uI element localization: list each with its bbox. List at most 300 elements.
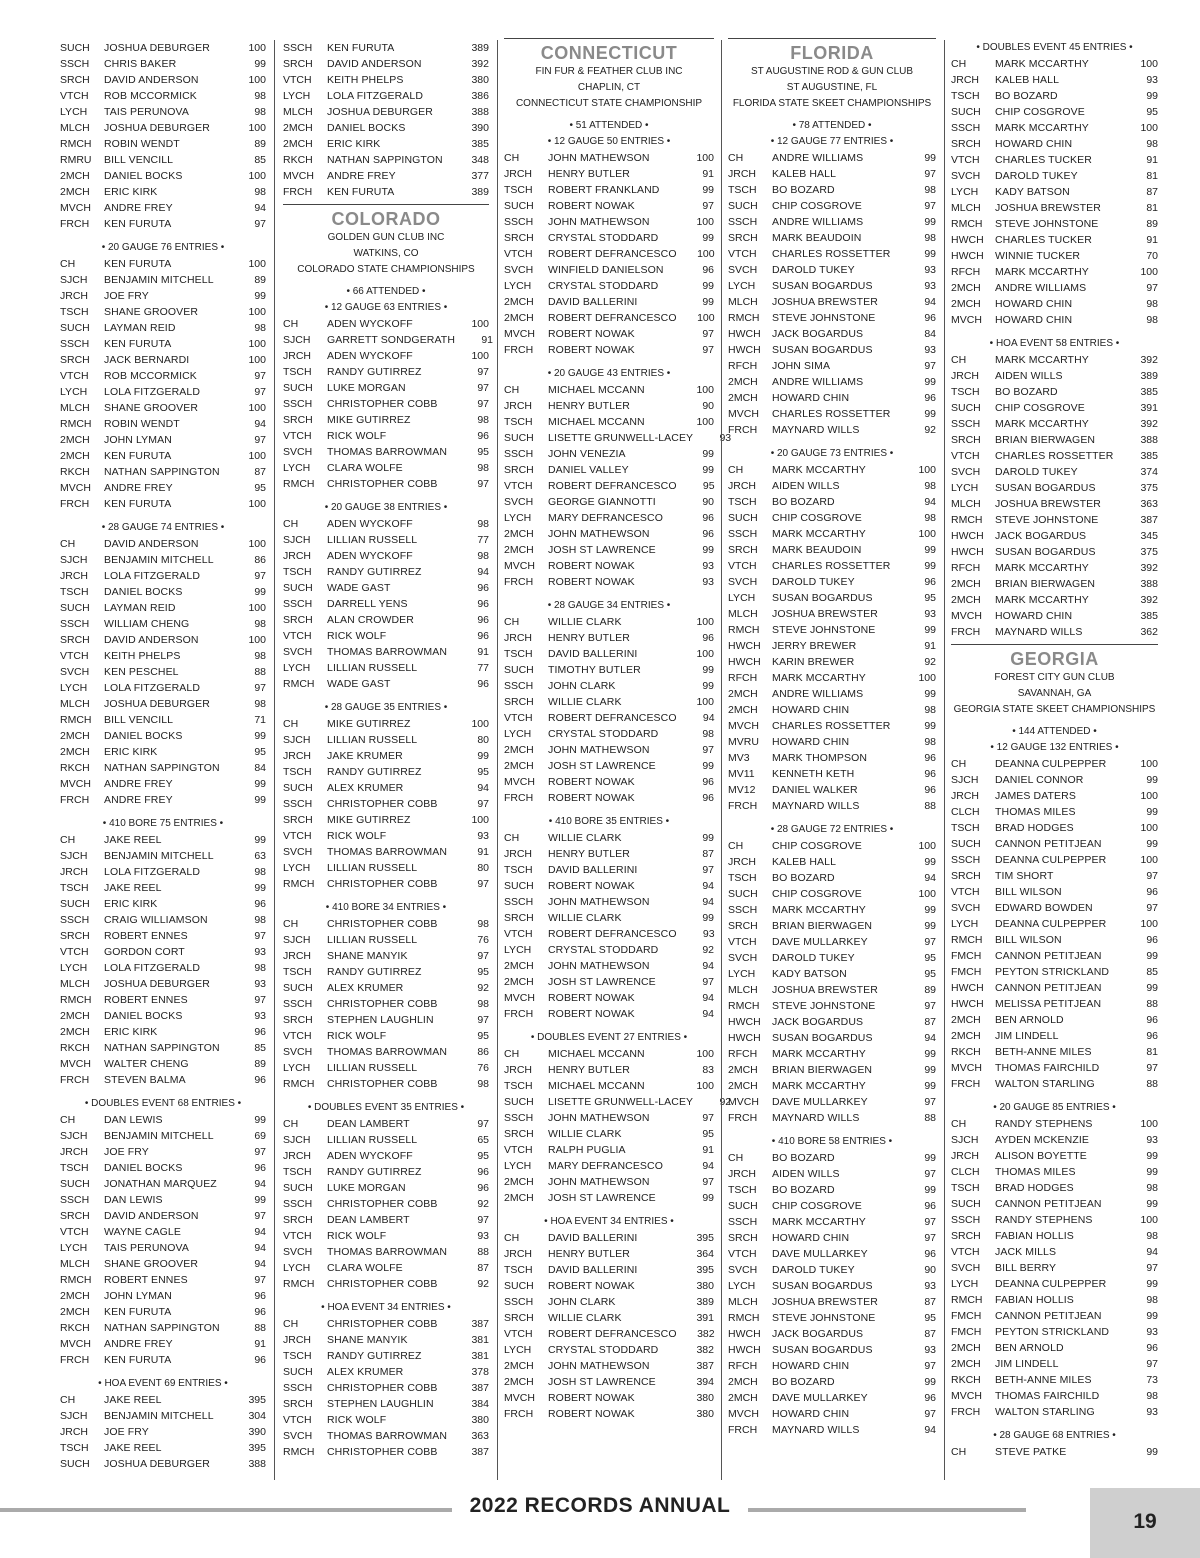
result-row bbox=[60, 696, 266, 712]
shooter-name: JAKE REEL bbox=[104, 1394, 162, 1406]
result-row bbox=[504, 398, 714, 414]
result-row bbox=[283, 948, 489, 964]
class-code: SRCH bbox=[951, 138, 981, 150]
score: 90 bbox=[924, 1264, 936, 1276]
shooter-name: MARK MCCARTHY bbox=[772, 528, 866, 540]
shooter-name: JOSH ST LAWRENCE bbox=[548, 976, 656, 988]
score: 389 bbox=[1140, 370, 1158, 382]
shooter-name: SUSAN BOGARDUS bbox=[772, 344, 873, 356]
score: 99 bbox=[702, 184, 714, 196]
result-row bbox=[951, 464, 1158, 480]
score: 97 bbox=[477, 1214, 489, 1226]
shooter-name: KEN FURUTA bbox=[327, 42, 395, 54]
score: 99 bbox=[702, 544, 714, 556]
result-row bbox=[728, 838, 936, 854]
result-row bbox=[504, 526, 714, 542]
result-row bbox=[728, 934, 936, 950]
result-row bbox=[728, 1062, 936, 1078]
score: 100 bbox=[918, 528, 936, 540]
class-code: 2MCH bbox=[60, 1290, 90, 1302]
score: 97 bbox=[924, 936, 936, 948]
result-row bbox=[283, 168, 489, 184]
result-row bbox=[728, 750, 936, 766]
result-row bbox=[951, 852, 1158, 868]
result-row bbox=[504, 510, 714, 526]
score: 94 bbox=[254, 1178, 266, 1190]
event-header: • 20 GAUGE 38 ENTRIES • bbox=[324, 502, 448, 513]
score: 96 bbox=[924, 1248, 936, 1260]
class-code: 2MCH bbox=[728, 1080, 758, 1092]
score: 93 bbox=[1146, 1406, 1158, 1418]
shooter-name: JOSHUA DEBURGER bbox=[104, 122, 210, 134]
class-code: MLCH bbox=[728, 984, 758, 996]
result-row bbox=[951, 280, 1158, 296]
class-code: SUCH bbox=[60, 42, 90, 54]
result-row bbox=[504, 230, 714, 246]
shooter-name: AIDEN WILLS bbox=[772, 480, 840, 492]
shooter-name: NATHAN SAPPINGTON bbox=[104, 1322, 220, 1334]
shooter-name: MARK MCCARTHY bbox=[772, 464, 866, 476]
class-code: SUCH bbox=[504, 880, 534, 892]
shooter-name: KEN FURUTA bbox=[104, 1354, 172, 1366]
score: 99 bbox=[702, 680, 714, 692]
score: 96 bbox=[477, 430, 489, 442]
score: 96 bbox=[254, 1026, 266, 1038]
class-code: FRCH bbox=[504, 792, 534, 804]
class-code: LYCH bbox=[728, 968, 756, 980]
club-info-line: COLORADO STATE CHAMPIONSHIPS bbox=[297, 264, 475, 275]
shooter-name: ANDRE WILLIAMS bbox=[772, 688, 864, 700]
result-row bbox=[60, 848, 266, 864]
class-code: LYCH bbox=[951, 1278, 979, 1290]
class-code: VTCH bbox=[504, 1144, 533, 1156]
result-row bbox=[504, 1390, 714, 1406]
score: 91 bbox=[481, 334, 494, 346]
class-code: RKCH bbox=[60, 1322, 90, 1334]
shooter-name: MIKE GUTIRREZ bbox=[327, 718, 411, 730]
class-code: 2MCH bbox=[60, 1010, 90, 1022]
result-row bbox=[504, 614, 714, 630]
result-row bbox=[504, 1262, 714, 1278]
shooter-name: ROBERT NOWAK bbox=[548, 776, 635, 788]
score: 90 bbox=[702, 400, 714, 412]
result-row bbox=[504, 830, 714, 846]
result-row bbox=[60, 928, 266, 944]
class-code: RMCH bbox=[283, 1446, 315, 1458]
shooter-name: CHRISTOPHER COBB bbox=[327, 1278, 438, 1290]
score: 94 bbox=[702, 712, 715, 724]
event-header: • 410 BORE 35 ENTRIES • bbox=[548, 816, 670, 827]
result-row bbox=[951, 1076, 1158, 1092]
shooter-name: CANNON PETITJEAN bbox=[995, 950, 1102, 962]
score: 98 bbox=[924, 736, 936, 748]
shooter-name: WILLIE CLARK bbox=[548, 912, 622, 924]
result-row bbox=[504, 262, 714, 278]
class-code: MLCH bbox=[951, 498, 981, 510]
shooter-name: HOWARD CHIN bbox=[772, 392, 850, 404]
class-code: LYCH bbox=[283, 462, 311, 474]
result-row bbox=[728, 1406, 936, 1422]
result-row bbox=[504, 646, 714, 662]
result-row bbox=[951, 1212, 1158, 1228]
score: 99 bbox=[477, 750, 489, 762]
score: 96 bbox=[924, 312, 936, 324]
result-row bbox=[728, 1046, 936, 1062]
score: 97 bbox=[254, 434, 266, 446]
class-code: FRCH bbox=[504, 1008, 534, 1020]
class-code: SUCH bbox=[951, 402, 981, 414]
shooter-name: TIM SHORT bbox=[995, 870, 1054, 882]
shooter-name: BETH-ANNE MILES bbox=[995, 1046, 1092, 1058]
class-code: SVCH bbox=[283, 846, 313, 858]
class-code: CH bbox=[728, 152, 744, 164]
class-code: TSCH bbox=[728, 184, 757, 196]
event-header: • 20 GAUGE 85 ENTRIES • bbox=[993, 1102, 1116, 1113]
shooter-name: JOHN CLARK bbox=[548, 680, 616, 692]
class-code: HWCH bbox=[951, 234, 984, 246]
result-row bbox=[728, 1030, 936, 1046]
shooter-name: WILLIE CLARK bbox=[548, 1128, 622, 1140]
result-row bbox=[951, 996, 1158, 1012]
shooter-name: MARK MCCARTHY bbox=[772, 672, 866, 684]
result-row bbox=[504, 790, 714, 806]
result-row bbox=[283, 980, 489, 996]
result-row bbox=[728, 1110, 936, 1126]
score: 100 bbox=[696, 1048, 714, 1060]
state-header bbox=[283, 204, 489, 278]
class-code: JRCH bbox=[504, 848, 532, 860]
score: 99 bbox=[924, 216, 936, 228]
shooter-name: SUSAN BOGARDUS bbox=[772, 1280, 873, 1292]
class-code: VTCH bbox=[951, 886, 980, 898]
class-code: SSCH bbox=[283, 1198, 313, 1210]
shooter-name: ROBERT DEFRANCESCO bbox=[548, 248, 677, 260]
shooter-name: CANNON PETITJEAN bbox=[995, 1198, 1102, 1210]
score: 88 bbox=[477, 1246, 489, 1258]
class-code: SUCH bbox=[283, 1182, 313, 1194]
result-row bbox=[728, 1150, 936, 1166]
result-row bbox=[728, 558, 936, 574]
result-row bbox=[283, 1228, 489, 1244]
class-code: MVCH bbox=[60, 1058, 91, 1070]
shooter-name: WINNIE TUCKER bbox=[995, 250, 1081, 262]
score: 63 bbox=[254, 850, 266, 862]
class-code: JRCH bbox=[728, 856, 756, 868]
result-row bbox=[728, 606, 936, 622]
shooter-name: RANDY GUTIRREZ bbox=[327, 566, 422, 578]
score: 100 bbox=[471, 718, 489, 730]
shooter-name: BRIAN BIERWAGEN bbox=[995, 578, 1096, 590]
class-code: LYCH bbox=[728, 280, 756, 292]
score: 385 bbox=[1140, 610, 1158, 622]
event-header: • HOA EVENT 34 ENTRIES • bbox=[321, 1302, 451, 1313]
score: 95 bbox=[702, 1128, 714, 1140]
result-row bbox=[728, 150, 936, 166]
shooter-name: RICK WOLF bbox=[327, 830, 387, 842]
class-code: RFCH bbox=[728, 672, 758, 684]
class-code: SSCH bbox=[60, 618, 90, 630]
score: 96 bbox=[477, 630, 489, 642]
result-row bbox=[283, 796, 489, 812]
column-1 bbox=[60, 40, 266, 1486]
result-row bbox=[60, 56, 266, 72]
class-code: MV3 bbox=[728, 752, 750, 764]
shooter-name: SHANE GROOVER bbox=[104, 306, 199, 318]
shooter-name: CHARLES ROSSETTER bbox=[995, 450, 1114, 462]
score: 88 bbox=[254, 666, 266, 678]
result-row bbox=[504, 894, 714, 910]
class-code: JRCH bbox=[60, 290, 88, 302]
class-code: TSCH bbox=[728, 872, 757, 884]
class-code: VTCH bbox=[951, 450, 980, 462]
result-row bbox=[728, 358, 936, 374]
class-code: SJCH bbox=[951, 774, 979, 786]
score: 94 bbox=[702, 1008, 714, 1020]
class-code: 2MCH bbox=[504, 1176, 534, 1188]
shooter-name: BO BOZARD bbox=[995, 386, 1058, 398]
shooter-name: KEITH PHELPS bbox=[104, 650, 181, 662]
result-row bbox=[504, 382, 714, 398]
class-code: 2MCH bbox=[504, 1360, 534, 1372]
event-header: • 410 BORE 58 ENTRIES • bbox=[771, 1136, 893, 1147]
class-code: SRCH bbox=[504, 912, 534, 924]
shooter-name: RICK WOLF bbox=[327, 1230, 387, 1242]
class-code: CH bbox=[283, 918, 299, 930]
shooter-name: ERIC KIRK bbox=[104, 1026, 158, 1038]
class-code: SJCH bbox=[60, 1410, 88, 1422]
class-code: RMCH bbox=[283, 478, 315, 490]
result-row bbox=[60, 776, 266, 792]
result-row bbox=[60, 760, 266, 776]
score: 95 bbox=[477, 446, 489, 458]
score: 91 bbox=[924, 640, 936, 652]
shooter-name: MARK MCCARTHY bbox=[995, 562, 1089, 574]
score: 87 bbox=[254, 466, 266, 478]
class-code: SRCH bbox=[728, 920, 758, 932]
score: 100 bbox=[918, 672, 936, 684]
result-row bbox=[728, 1310, 936, 1326]
result-row bbox=[60, 136, 266, 152]
score: 95 bbox=[254, 746, 266, 758]
shooter-name: JOHN LYMAN bbox=[104, 1290, 172, 1302]
class-code: SRCH bbox=[504, 1128, 534, 1140]
score: 97 bbox=[924, 1360, 936, 1372]
class-code: CH bbox=[60, 1114, 76, 1126]
shooter-name: JOHN CLARK bbox=[548, 1296, 616, 1308]
shooter-name: CHIP COSGROVE bbox=[772, 888, 862, 900]
shooter-name: SUSAN BOGARDUS bbox=[995, 546, 1096, 558]
score: 364 bbox=[696, 1248, 714, 1260]
shooter-name: JAMES DATERS bbox=[995, 790, 1076, 802]
score: 83 bbox=[702, 1064, 714, 1076]
result-row bbox=[283, 1428, 489, 1444]
result-row bbox=[283, 460, 489, 476]
result-row bbox=[951, 216, 1158, 232]
class-code: VTCH bbox=[283, 1230, 312, 1242]
result-row bbox=[728, 1246, 936, 1262]
score: 387 bbox=[471, 1318, 489, 1330]
result-row bbox=[283, 964, 489, 980]
score: 100 bbox=[248, 634, 266, 646]
result-row bbox=[951, 400, 1158, 416]
shooter-name: CHRISTOPHER COBB bbox=[327, 798, 438, 810]
class-code: RMCH bbox=[951, 934, 983, 946]
shooter-name: ROBERT NOWAK bbox=[548, 880, 635, 892]
score: 99 bbox=[702, 280, 714, 292]
result-row bbox=[283, 1076, 489, 1092]
shooter-name: THOMAS BARROWMAN bbox=[327, 846, 448, 858]
result-row bbox=[504, 342, 714, 358]
class-code: JRCH bbox=[60, 1426, 88, 1438]
shooter-name: DAVE MULLARKEY bbox=[772, 1248, 868, 1260]
score: 97 bbox=[1146, 1062, 1158, 1074]
shooter-name: STEPHEN LAUGHLIN bbox=[327, 1014, 434, 1026]
column-divider bbox=[721, 40, 722, 1480]
class-code: SRCH bbox=[728, 232, 758, 244]
shooter-name: JACK BOGARDUS bbox=[772, 328, 864, 340]
class-code: LYCH bbox=[951, 186, 979, 198]
shooter-name: CANNON PETITJEAN bbox=[995, 838, 1102, 850]
score: 394 bbox=[696, 1376, 714, 1388]
result-row bbox=[60, 832, 266, 848]
class-code: JRCH bbox=[283, 1334, 311, 1346]
class-code: TSCH bbox=[951, 386, 980, 398]
class-code: SUCH bbox=[504, 200, 534, 212]
shooter-name: ROBERT FRANKLAND bbox=[548, 184, 660, 196]
result-row bbox=[283, 916, 489, 932]
class-code: VTCH bbox=[728, 936, 757, 948]
shooter-name: BO BOZARD bbox=[772, 1152, 835, 1164]
shooter-name: GARRETT SONDGERATH bbox=[327, 334, 456, 346]
shooter-name: CHARLES ROSSETTER bbox=[772, 408, 891, 420]
class-code: SUCH bbox=[283, 782, 313, 794]
score: 93 bbox=[719, 432, 732, 444]
class-code: HWCH bbox=[951, 546, 984, 558]
result-row bbox=[283, 104, 489, 120]
score: 100 bbox=[471, 350, 489, 362]
result-row bbox=[60, 1160, 266, 1176]
shooter-name: DEANNA CULPEPPER bbox=[995, 1278, 1107, 1290]
class-code: HWCH bbox=[951, 250, 984, 262]
score: 99 bbox=[254, 834, 266, 846]
score: 382 bbox=[697, 1328, 715, 1340]
class-code: CH bbox=[504, 616, 520, 628]
result-row bbox=[728, 494, 936, 510]
shooter-name: CANNON PETITJEAN bbox=[995, 1310, 1102, 1322]
class-code: MVCH bbox=[951, 610, 982, 622]
score: 99 bbox=[1146, 1166, 1158, 1178]
shooter-name: THOMAS MILES bbox=[995, 806, 1076, 818]
class-code: SJCH bbox=[283, 734, 311, 746]
shooter-name: DAVID ANDERSON bbox=[104, 538, 199, 550]
shooter-name: DAROLD TUKEY bbox=[772, 1264, 855, 1276]
result-row bbox=[60, 400, 266, 416]
shooter-name: JOHN MATHEWSON bbox=[548, 1176, 650, 1188]
result-row bbox=[728, 718, 936, 734]
result-row bbox=[283, 716, 489, 732]
shooter-name: DANIEL WALKER bbox=[772, 784, 858, 796]
class-code: JRCH bbox=[60, 866, 88, 878]
result-row bbox=[283, 1180, 489, 1196]
shooter-name: CHIP COSGROVE bbox=[995, 402, 1085, 414]
score: 90 bbox=[702, 496, 714, 508]
score: 100 bbox=[248, 538, 266, 550]
shooter-name: SHANE GROOVER bbox=[104, 1258, 199, 1270]
result-row bbox=[951, 120, 1158, 136]
shooter-name: ADEN WYCKOFF bbox=[327, 518, 413, 530]
score: 94 bbox=[924, 496, 936, 508]
score: 345 bbox=[1140, 530, 1158, 542]
result-row bbox=[728, 1078, 936, 1094]
result-row bbox=[283, 532, 489, 548]
score: 94 bbox=[702, 896, 714, 908]
class-code: SUCH bbox=[728, 512, 758, 524]
result-row bbox=[504, 710, 714, 726]
score: 99 bbox=[702, 448, 714, 460]
shooter-name: KEN FURUTA bbox=[104, 338, 172, 350]
class-code: RMCH bbox=[728, 1312, 760, 1324]
result-row bbox=[504, 1278, 714, 1294]
result-row bbox=[283, 748, 489, 764]
result-row bbox=[951, 1372, 1158, 1388]
class-code: RKCH bbox=[60, 466, 90, 478]
result-row bbox=[283, 1396, 489, 1412]
class-code: CH bbox=[728, 840, 744, 852]
result-row bbox=[283, 1332, 489, 1348]
class-code: SRCH bbox=[283, 58, 313, 70]
result-row bbox=[60, 912, 266, 928]
score: 99 bbox=[924, 1064, 936, 1076]
result-row bbox=[504, 326, 714, 342]
class-code: 2MCH bbox=[60, 434, 90, 446]
class-code: 2MCH bbox=[728, 376, 758, 388]
score: 95 bbox=[477, 966, 489, 978]
shooter-name: CHRISTOPHER COBB bbox=[327, 918, 438, 930]
result-row bbox=[504, 182, 714, 198]
result-row bbox=[728, 422, 936, 438]
result-row bbox=[504, 414, 714, 430]
class-code: SUCH bbox=[951, 1198, 981, 1210]
score: 388 bbox=[1140, 578, 1158, 590]
class-code: CH bbox=[504, 1232, 520, 1244]
shooter-name: MARK MCCARTHY bbox=[995, 266, 1089, 278]
shooter-name: STEVE JOHNSTONE bbox=[995, 514, 1099, 526]
score: 94 bbox=[477, 782, 489, 794]
score: 98 bbox=[1146, 1182, 1158, 1194]
result-row bbox=[60, 1408, 266, 1424]
score: 99 bbox=[254, 58, 266, 70]
score: 100 bbox=[696, 1080, 714, 1092]
score: 97 bbox=[254, 682, 266, 694]
class-code: CH bbox=[504, 384, 520, 396]
class-code: CH bbox=[60, 258, 76, 270]
class-code: SJCH bbox=[60, 1130, 88, 1142]
score: 97 bbox=[924, 1000, 936, 1012]
score: 91 bbox=[702, 1144, 714, 1156]
score: 97 bbox=[477, 798, 489, 810]
result-row bbox=[504, 758, 714, 774]
score: 96 bbox=[924, 1200, 936, 1212]
footer-rule-right bbox=[748, 1508, 1026, 1512]
score: 96 bbox=[477, 598, 489, 610]
shooter-name: ANDRE WILLIAMS bbox=[995, 282, 1087, 294]
score: 100 bbox=[248, 258, 266, 270]
score: 384 bbox=[471, 1398, 489, 1410]
shooter-name: BO BOZARD bbox=[995, 90, 1058, 102]
shooter-name: JAKE REEL bbox=[104, 882, 162, 894]
shooter-name: ERIC KIRK bbox=[104, 186, 158, 198]
result-row bbox=[283, 88, 489, 104]
